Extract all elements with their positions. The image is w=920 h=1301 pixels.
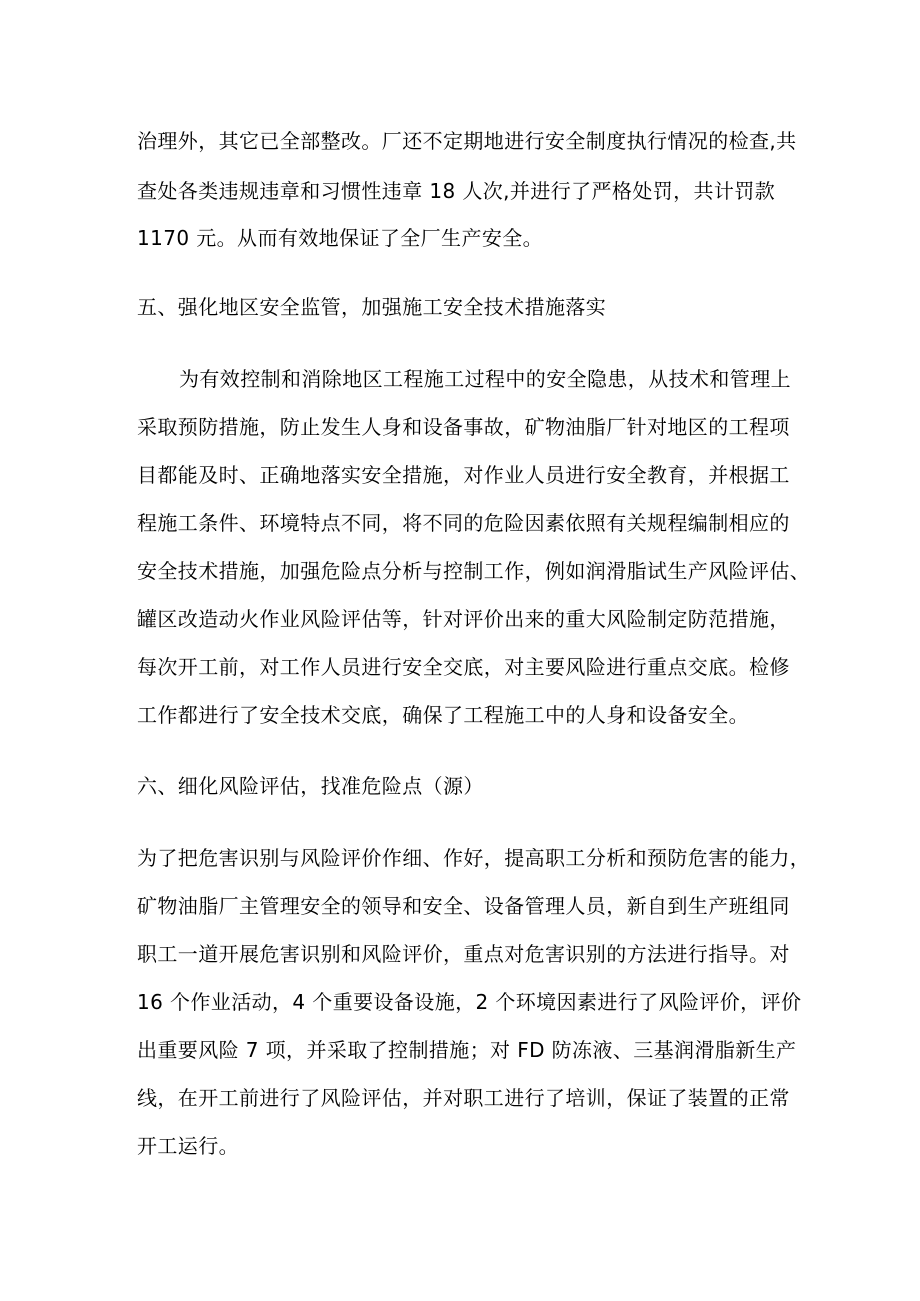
text-line: 1170 元。从而有效地保证了全厂生产安全。 bbox=[137, 226, 544, 250]
text-line: 为有效控制和消除地区工程施工过程中的安全隐患，从技术和管理上 bbox=[179, 367, 791, 391]
text-line: 安全技术措施，加强危险点分析与控制工作，例如润滑脂试生产风险评估、 bbox=[137, 559, 811, 583]
text-line: 出重要风险 7 项，并采取了控制措施；对 FD 防冻液、三基润滑脂新生产 bbox=[137, 1038, 797, 1062]
text-line: 矿物油脂厂主管理安全的领导和安全、设备管理人员，新自到生产班组同 bbox=[137, 894, 790, 918]
text-line: 罐区改造动火作业风险评估等，针对评价出来的重大风险制定防范措施， bbox=[137, 607, 790, 631]
text-line: 开工运行。 bbox=[137, 1134, 239, 1158]
text-line: 采取预防措施，防止发生人身和设备事故，矿物油脂厂针对地区的工程项 bbox=[137, 415, 790, 439]
text-line: 职工一道开展危害识别和风险评价，重点对危害识别的方法进行指导。对 bbox=[137, 942, 790, 966]
text-line: 查处各类违规违章和习惯性违章 18 人次,并进行了严格处罚，共计罚款 bbox=[137, 179, 776, 203]
section-heading-six: 六、细化风险评估，找准危险点（源） bbox=[137, 774, 484, 798]
text-line: 工作都进行了安全技术交底，确保了工程施工中的人身和设备安全。 bbox=[137, 703, 749, 727]
text-line: 目都能及时、正确地落实安全措施，对作业人员进行安全教育，并根据工 bbox=[137, 463, 790, 487]
text-line: 线，在开工前进行了风险评估，并对职工进行了培训，保证了装置的正常 bbox=[137, 1086, 790, 1110]
text-line: 每次开工前，对工作人员进行安全交底，对主要风险进行重点交底。检修 bbox=[137, 655, 790, 679]
section-heading-five: 五、强化地区安全监管，加强施工安全技术措施落实 bbox=[137, 295, 607, 319]
text-line: 程施工条件、环境特点不同，将不同的危险因素依照有关规程编制相应的 bbox=[137, 511, 790, 535]
text-line: 治理外，其它已全部整改。厂还不定期地进行安全制度执行情况的检查,共 bbox=[137, 129, 797, 153]
text-line: 16 个作业活动，4 个重要设备设施，2 个环境因素进行了风险评价，评价 bbox=[137, 990, 802, 1014]
text-line: 为了把危害识别与风险评价作细、作好，提高职工分析和预防危害的能力， bbox=[137, 846, 811, 870]
